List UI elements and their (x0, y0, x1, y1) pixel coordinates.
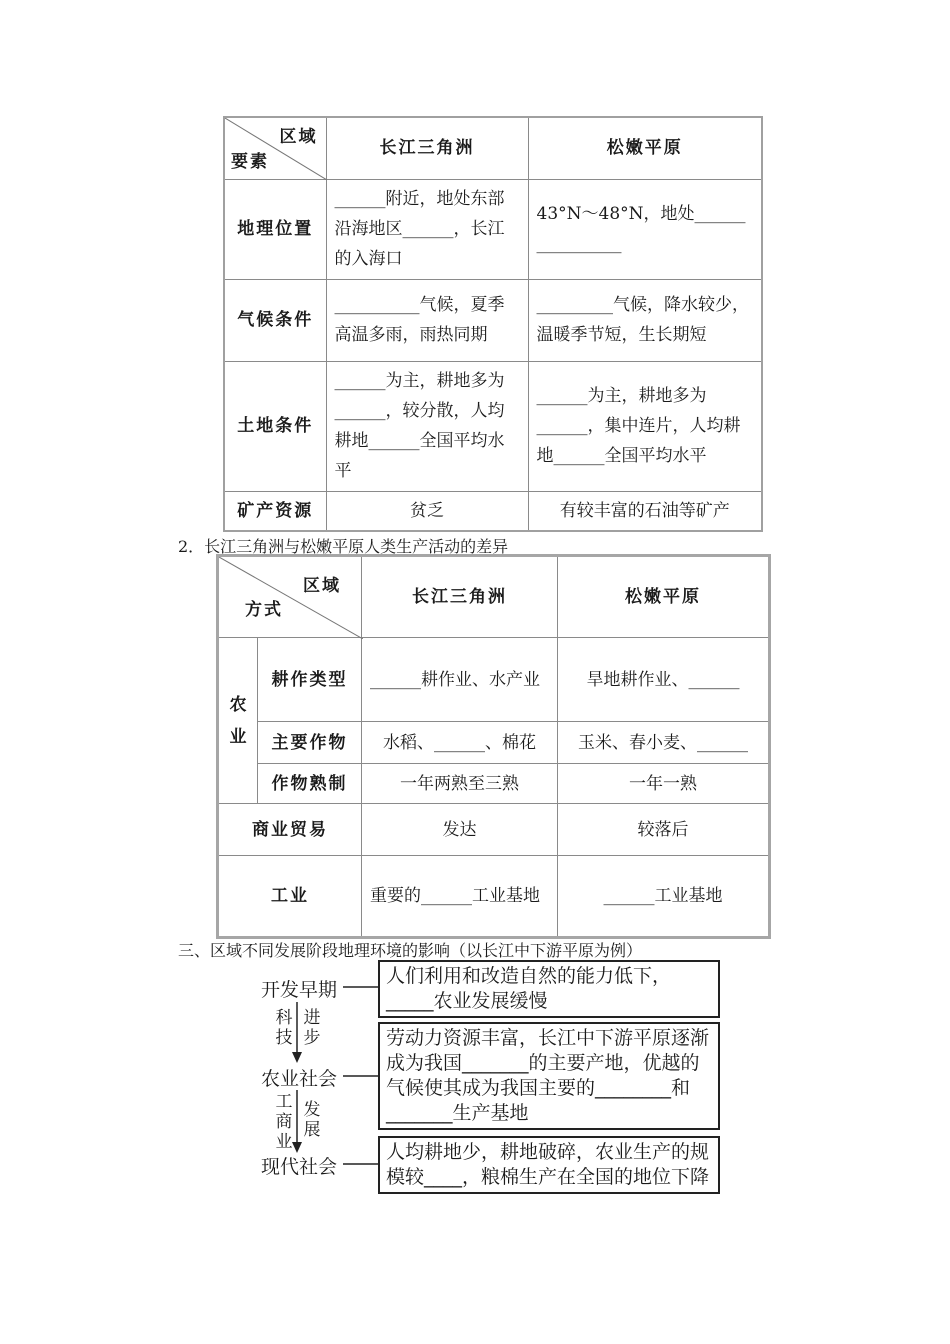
row-label: 矿产资源 (224, 491, 326, 531)
row-label: 主要作物 (258, 722, 362, 764)
table-cell: 玉米、春小麦、______ (558, 722, 770, 764)
agriculture-label (218, 638, 258, 804)
box-early-development: 人们利用和改造自然的能力低下，_____农业发展缓慢 (378, 960, 720, 1018)
box-line: 气候使其成为我国主要的________和 (386, 1077, 691, 1099)
row-label: 地理位置 (224, 179, 326, 279)
box-line: 模较____，粮棉生产在全国的地位下降 (386, 1166, 710, 1188)
row-label: 耕作类型 (258, 638, 362, 722)
table-cell: ______附近，地处东部沿海地区______，长江的入海口 (326, 179, 528, 279)
table-cell: ______为主，耕地多为______，较分散，人均耕地______全国平均水平 (326, 361, 528, 491)
box-line: 人均耕地少，耕地破碎，农业生产的规 (386, 1141, 710, 1163)
table-corner-header (224, 117, 326, 179)
table-cell: ______为主，耕地多为______，集中连片，人均耕地______全国平均水平 (528, 361, 762, 491)
table-cell: 有较丰富的石油等矿产 (528, 491, 762, 531)
box-line: _______生产基地 (386, 1102, 529, 1124)
table-cell: ______工业基地 (558, 856, 770, 938)
table-cell: 重要的______工业基地 (362, 856, 558, 938)
table-cell: 较落后 (558, 804, 770, 856)
table-cell: 一年两熟至三熟 (362, 764, 558, 804)
arrow2-right-label: 发展 (303, 1100, 321, 1140)
stage-early-development: 开发早期 (261, 979, 338, 1001)
box-agricultural-society (378, 1022, 720, 1130)
corner-top-label: 区域 (303, 576, 341, 596)
arrow2-left-label: 工商业 (275, 1092, 293, 1152)
table-production-activities (216, 554, 771, 939)
column-header-songnen: 松嫩平原 (528, 117, 762, 179)
table-cell: _________气候，降水较少，温暖季节短，生长期短 (528, 279, 762, 361)
column-header-yangtze: 长江三角洲 (362, 556, 558, 638)
corner-bottom-label: 要素 (231, 151, 269, 172)
caption-table2: 2．长江三角洲与松嫩平原人类生产活动的差异 (178, 537, 509, 556)
box-modern-society (378, 1136, 720, 1194)
box-line: 成为我国_______的主要产地，优越的 (386, 1052, 700, 1074)
table-cell: 发达 (362, 804, 558, 856)
column-header-yangtze: 长江三角洲 (326, 117, 528, 179)
row-label: 工业 (218, 856, 362, 938)
row-label: 商业贸易 (218, 804, 362, 856)
row-label: 气候条件 (224, 279, 326, 361)
stage-agricultural-society: 农业社会 (261, 1068, 338, 1090)
corner-bottom-label: 方式 (245, 600, 283, 620)
table-cell: 贫乏 (326, 491, 528, 531)
table-cell: 43°N～48°N，地处______ __________ (528, 179, 762, 279)
stage-modern-society: 现代社会 (261, 1156, 338, 1178)
table-corner-header (218, 556, 362, 638)
corner-top-label: 区域 (279, 127, 318, 147)
row-label: 土地条件 (224, 361, 326, 491)
row-label: 作物熟制 (258, 764, 362, 804)
caption-section3: 三、区域不同发展阶段地理环境的影响（以长江中下游平原为例） (178, 941, 643, 960)
table-cell: 一年一熟 (558, 764, 770, 804)
box-line: 劳动力资源丰富，长江中下游平原逐渐 (386, 1027, 710, 1049)
table-cell: 旱地耕作业、______ (558, 638, 770, 722)
agriculture-label-text: 农业 (229, 694, 247, 747)
table-cell: __________气候，夏季高温多雨，雨热同期 (326, 279, 528, 361)
table-regional-elements (223, 116, 763, 532)
column-header-songnen: 松嫩平原 (558, 556, 770, 638)
arrow1-left-label: 科技 (275, 1008, 293, 1048)
table-cell: ______耕作业、水产业 (362, 638, 558, 722)
arrow1-right-label: 进步 (303, 1008, 321, 1048)
table-cell: 水稻、______、棉花 (362, 722, 558, 764)
